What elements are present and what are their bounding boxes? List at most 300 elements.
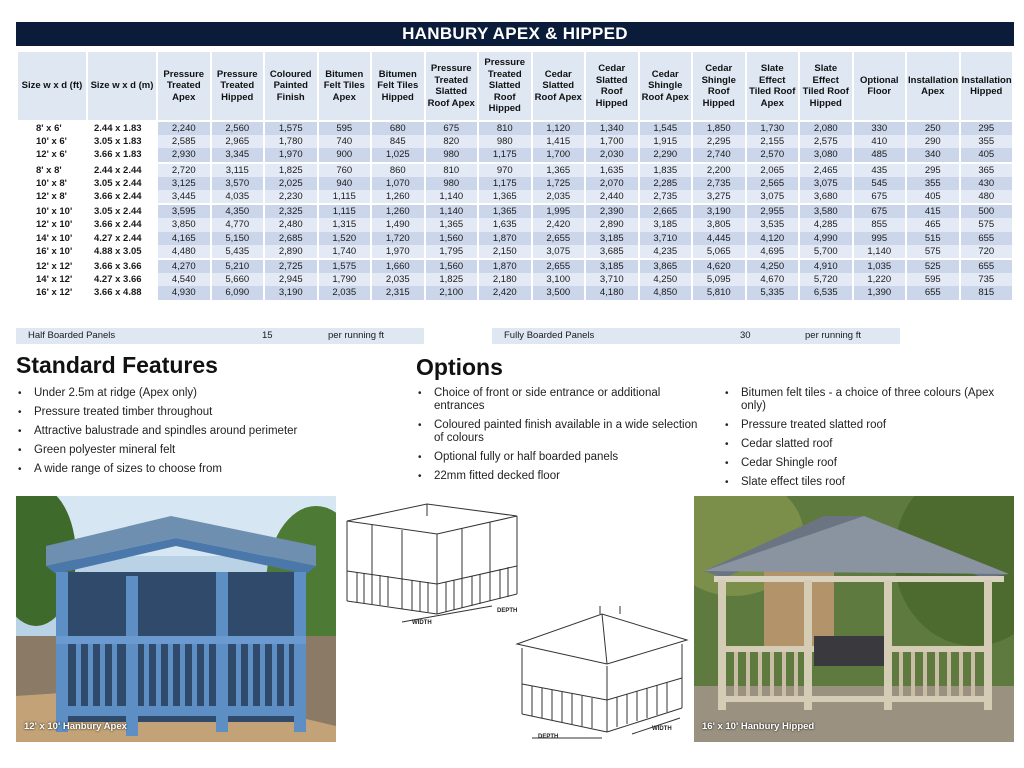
diagram-width-label-2: WIDTH <box>652 726 672 732</box>
price-cell: 3,685 <box>586 245 638 258</box>
price-cell: 365 <box>961 162 1013 177</box>
diagram-depth-label-1: DEPTH <box>497 608 518 614</box>
size-ft-cell: 12' x 6' <box>18 148 86 161</box>
price-cell: 655 <box>907 286 959 299</box>
price-cell: 1,365 <box>426 218 478 231</box>
price-cell: 1,660 <box>372 258 424 273</box>
price-cell: 680 <box>372 122 424 135</box>
price-cell: 2,230 <box>265 190 317 203</box>
list-item: • Green polyester mineral felt <box>16 444 376 457</box>
price-cell: 6,535 <box>800 286 852 299</box>
price-cell: 810 <box>426 162 478 177</box>
price-cell: 3,100 <box>533 273 585 286</box>
price-cell: 2,720 <box>158 162 210 177</box>
column-header: Slate Effect Tiled Roof Apex <box>747 52 799 122</box>
size-m-cell: 3.66 x 1.83 <box>88 148 156 161</box>
price-cell: 1,140 <box>426 190 478 203</box>
price-cell: 3,535 <box>747 218 799 231</box>
price-cell: 405 <box>961 148 1013 161</box>
price-cell: 675 <box>426 122 478 135</box>
price-cell: 1,115 <box>319 203 371 218</box>
price-cell: 980 <box>426 177 478 190</box>
column-header: Slate Effect Tiled Roof Hipped <box>800 52 852 122</box>
price-cell: 1,220 <box>854 273 906 286</box>
price-cell: 1,635 <box>479 218 531 231</box>
price-cell: 3,075 <box>747 190 799 203</box>
price-cell: 2,420 <box>479 286 531 299</box>
price-cell: 1,700 <box>533 148 585 161</box>
price-cell: 970 <box>479 162 531 177</box>
price-cell: 2,955 <box>747 203 799 218</box>
price-cell: 1,835 <box>640 162 692 177</box>
price-cell: 1,415 <box>533 135 585 148</box>
price-cell: 2,180 <box>479 273 531 286</box>
price-cell: 3,275 <box>693 190 745 203</box>
price-cell: 1,825 <box>426 273 478 286</box>
hipped-gazebo-illustration <box>694 496 1014 742</box>
column-header: Pressure Treated Slatted Roof Hipped <box>479 52 531 122</box>
price-cell: 2,035 <box>319 286 371 299</box>
list-item: • Optional fully or half boarded panels <box>416 451 706 464</box>
price-cell: 3,185 <box>640 218 692 231</box>
price-cell: 4,350 <box>212 203 264 218</box>
price-cell: 2,725 <box>265 258 317 273</box>
apex-gazebo-photo <box>16 496 336 742</box>
price-cell: 1,340 <box>586 122 638 135</box>
price-cell: 3,115 <box>212 162 264 177</box>
half-panels-unit: per running ft <box>328 330 384 341</box>
table-row <box>18 148 1012 161</box>
price-cell: 2,465 <box>800 162 852 177</box>
price-cell: 3,570 <box>212 177 264 190</box>
size-ft-cell: 8' x 6' <box>18 122 86 135</box>
price-cell: 4,670 <box>747 273 799 286</box>
half-panels-price: 15 <box>262 330 273 341</box>
price-cell: 1,825 <box>265 162 317 177</box>
column-header: Bitumen Felt Tiles Apex <box>319 52 371 122</box>
price-cell: 3,125 <box>158 177 210 190</box>
price-cell: 5,660 <box>212 273 264 286</box>
price-cell: 3,080 <box>800 148 852 161</box>
price-cell: 4,850 <box>640 286 692 299</box>
price-cell: 2,890 <box>265 245 317 258</box>
hipped-gazebo-diagram <box>512 604 692 742</box>
price-cell: 4,270 <box>158 258 210 273</box>
price-cell: 465 <box>907 218 959 231</box>
size-ft-cell: 14' x 12' <box>18 273 86 286</box>
price-cell: 1,025 <box>372 148 424 161</box>
full-panels-price: 30 <box>740 330 751 341</box>
price-cell: 1,175 <box>479 148 531 161</box>
price-cell: 500 <box>961 203 1013 218</box>
half-boarded-panels-row <box>16 328 424 344</box>
full-panels-label: Fully Boarded Panels <box>504 330 595 341</box>
size-m-cell: 3.66 x 2.44 <box>88 190 156 203</box>
size-m-cell: 3.66 x 4.88 <box>88 286 156 299</box>
price-cell: 1,315 <box>319 218 371 231</box>
price-cell: 1,575 <box>319 258 371 273</box>
price-cell: 4,480 <box>158 245 210 258</box>
price-cell: 3,190 <box>693 203 745 218</box>
price-cell: 2,035 <box>372 273 424 286</box>
price-cell: 3,190 <box>265 286 317 299</box>
price-cell: 1,365 <box>479 190 531 203</box>
page-title: HANBURY APEX & HIPPED <box>16 22 1014 46</box>
list-item: • 22mm fitted decked floor <box>416 470 706 483</box>
price-cell: 4,695 <box>747 245 799 258</box>
price-cell: 720 <box>961 245 1013 258</box>
price-cell: 815 <box>961 286 1013 299</box>
column-header: Size w x d (ft) <box>18 52 86 122</box>
table-row <box>18 273 1012 286</box>
list-item: • Under 2.5m at ridge (Apex only) <box>16 387 376 400</box>
table-row <box>18 245 1012 258</box>
price-cell: 1,560 <box>426 258 478 273</box>
size-m-cell: 2.44 x 1.83 <box>88 122 156 135</box>
price-table <box>16 52 1014 300</box>
price-cell: 1,520 <box>319 232 371 245</box>
table-row <box>18 286 1012 299</box>
price-cell: 405 <box>907 190 959 203</box>
size-m-cell: 4.88 x 3.05 <box>88 245 156 258</box>
table-row <box>18 135 1012 148</box>
price-cell: 5,210 <box>212 258 264 273</box>
price-cell: 545 <box>854 177 906 190</box>
price-cell: 655 <box>961 258 1013 273</box>
price-cell: 1,260 <box>372 203 424 218</box>
table-row <box>18 232 1012 245</box>
price-cell: 2,390 <box>586 203 638 218</box>
table-header-row <box>18 52 1012 122</box>
price-cell: 2,035 <box>533 190 585 203</box>
column-header: Cedar Shingle Roof Apex <box>640 52 692 122</box>
price-cell: 3,580 <box>800 203 852 218</box>
price-cell: 2,655 <box>533 258 585 273</box>
column-header: Bitumen Felt Tiles Hipped <box>372 52 424 122</box>
price-cell: 900 <box>319 148 371 161</box>
price-cell: 1,140 <box>854 245 906 258</box>
size-ft-cell: 8' x 8' <box>18 162 86 177</box>
size-m-cell: 3.66 x 3.66 <box>88 258 156 273</box>
table-row <box>18 258 1012 273</box>
price-cell: 5,095 <box>693 273 745 286</box>
column-header: Pressure Treated Apex <box>158 52 210 122</box>
price-cell: 2,080 <box>800 122 852 135</box>
price-cell: 2,570 <box>747 148 799 161</box>
column-header: Pressure Treated Slatted Roof Apex <box>426 52 478 122</box>
price-cell: 3,185 <box>586 258 638 273</box>
price-cell: 1,490 <box>372 218 424 231</box>
size-m-cell: 3.05 x 2.44 <box>88 177 156 190</box>
price-cell: 4,540 <box>158 273 210 286</box>
price-cell: 2,585 <box>158 135 210 148</box>
price-cell: 1,995 <box>533 203 585 218</box>
price-cell: 1,140 <box>426 203 478 218</box>
list-item: • Slate effect tiles roof <box>723 476 1013 489</box>
price-cell: 760 <box>319 162 371 177</box>
price-cell: 1,730 <box>747 122 799 135</box>
price-cell: 845 <box>372 135 424 148</box>
price-cell: 295 <box>907 162 959 177</box>
column-header: Optional Floor <box>854 52 906 122</box>
price-cell: 1,120 <box>533 122 585 135</box>
price-cell: 2,685 <box>265 232 317 245</box>
apex-photo-caption: 12' x 10' Hanbury Apex <box>24 721 127 732</box>
list-item: • Pressure treated slatted roof <box>723 419 1013 432</box>
price-cell: 675 <box>854 190 906 203</box>
price-cell: 2,200 <box>693 162 745 177</box>
size-ft-cell: 14' x 10' <box>18 232 86 245</box>
price-cell: 2,655 <box>533 232 585 245</box>
price-cell: 1,870 <box>479 232 531 245</box>
price-cell: 1,070 <box>372 177 424 190</box>
price-cell: 430 <box>961 177 1013 190</box>
size-ft-cell: 12' x 10' <box>18 218 86 231</box>
price-cell: 3,710 <box>640 232 692 245</box>
column-header: Cedar Slatted Roof Apex <box>533 52 585 122</box>
price-cell: 355 <box>907 177 959 190</box>
price-cell: 4,250 <box>640 273 692 286</box>
price-cell: 4,235 <box>640 245 692 258</box>
price-cell: 410 <box>854 135 906 148</box>
price-cell: 740 <box>319 135 371 148</box>
price-cell: 2,930 <box>158 148 210 161</box>
table-row <box>18 218 1012 231</box>
price-cell: 6,090 <box>212 286 264 299</box>
price-cell: 415 <box>907 203 959 218</box>
price-cell: 3,595 <box>158 203 210 218</box>
price-cell: 2,740 <box>693 148 745 161</box>
price-cell: 2,575 <box>800 135 852 148</box>
price-cell: 1,700 <box>586 135 638 148</box>
price-cell: 1,560 <box>426 232 478 245</box>
price-cell: 5,720 <box>800 273 852 286</box>
price-cell: 2,325 <box>265 203 317 218</box>
price-cell: 1,740 <box>319 245 371 258</box>
full-panels-unit: per running ft <box>805 330 861 341</box>
price-cell: 1,035 <box>854 258 906 273</box>
price-cell: 675 <box>854 203 906 218</box>
price-cell: 1,850 <box>693 122 745 135</box>
price-cell: 810 <box>479 122 531 135</box>
list-item: • Pressure treated timber throughout <box>16 406 376 419</box>
price-cell: 4,035 <box>212 190 264 203</box>
price-cell: 4,990 <box>800 232 852 245</box>
price-cell: 980 <box>426 148 478 161</box>
table-row <box>18 203 1012 218</box>
list-item: • Bitumen felt tiles - a choice of three colours (Apex only) <box>723 387 1013 413</box>
price-cell: 2,890 <box>586 218 638 231</box>
price-cell: 735 <box>961 273 1013 286</box>
price-cell: 2,290 <box>640 148 692 161</box>
column-header: Size w x d (m) <box>88 52 156 122</box>
price-cell: 4,930 <box>158 286 210 299</box>
price-cell: 2,735 <box>693 177 745 190</box>
price-cell: 5,435 <box>212 245 264 258</box>
price-cell: 5,150 <box>212 232 264 245</box>
price-cell: 295 <box>961 122 1013 135</box>
price-cell: 1,545 <box>640 122 692 135</box>
price-cell: 3,445 <box>158 190 210 203</box>
size-ft-cell: 12' x 8' <box>18 190 86 203</box>
price-cell: 4,620 <box>693 258 745 273</box>
size-ft-cell: 12' x 12' <box>18 258 86 273</box>
price-cell: 1,365 <box>533 162 585 177</box>
price-cell: 2,560 <box>212 122 264 135</box>
options-heading: Options <box>416 354 503 380</box>
standard-features-list <box>16 387 376 482</box>
list-item: • A wide range of sizes to choose from <box>16 463 376 476</box>
price-cell: 3,710 <box>586 273 638 286</box>
column-header: Coloured Painted Finish <box>265 52 317 122</box>
size-ft-cell: 10' x 6' <box>18 135 86 148</box>
price-cell: 2,420 <box>533 218 585 231</box>
price-cell: 820 <box>426 135 478 148</box>
hipped-photo-caption: 16' x 10' Hanbury Hipped <box>702 721 815 732</box>
price-cell: 355 <box>961 135 1013 148</box>
price-cell: 1,365 <box>479 203 531 218</box>
price-cell: 525 <box>907 258 959 273</box>
size-ft-cell: 10' x 8' <box>18 177 86 190</box>
price-cell: 2,315 <box>372 286 424 299</box>
price-cell: 2,100 <box>426 286 478 299</box>
price-cell: 2,965 <box>212 135 264 148</box>
price-cell: 3,185 <box>586 232 638 245</box>
table-row <box>18 177 1012 190</box>
size-ft-cell: 16' x 10' <box>18 245 86 258</box>
price-cell: 2,285 <box>640 177 692 190</box>
price-cell: 4,285 <box>800 218 852 231</box>
table-row <box>18 190 1012 203</box>
price-cell: 1,115 <box>319 190 371 203</box>
price-cell: 2,735 <box>640 190 692 203</box>
size-m-cell: 3.05 x 2.44 <box>88 203 156 218</box>
price-cell: 2,025 <box>265 177 317 190</box>
price-cell: 2,295 <box>693 135 745 148</box>
column-header: Cedar Shingle Roof Hipped <box>693 52 745 122</box>
price-cell: 2,070 <box>586 177 638 190</box>
price-cell: 1,870 <box>479 258 531 273</box>
list-item: • Cedar slatted roof <box>723 438 1013 451</box>
price-cell: 1,970 <box>372 245 424 258</box>
price-cell: 4,770 <box>212 218 264 231</box>
price-cell: 1,725 <box>533 177 585 190</box>
price-cell: 1,260 <box>372 190 424 203</box>
price-cell: 250 <box>907 122 959 135</box>
price-cell: 4,120 <box>747 232 799 245</box>
apex-gazebo-diagram <box>342 496 522 628</box>
price-cell: 435 <box>854 162 906 177</box>
price-cell: 575 <box>907 245 959 258</box>
price-cell: 980 <box>479 135 531 148</box>
price-cell: 595 <box>907 273 959 286</box>
price-cell: 2,480 <box>265 218 317 231</box>
price-cell: 3,075 <box>800 177 852 190</box>
price-cell: 3,075 <box>533 245 585 258</box>
price-cell: 2,440 <box>586 190 638 203</box>
price-cell: 1,635 <box>586 162 638 177</box>
size-ft-cell: 16' x 12' <box>18 286 86 299</box>
price-cell: 1,575 <box>265 122 317 135</box>
price-cell: 5,810 <box>693 286 745 299</box>
apex-gazebo-illustration <box>16 496 336 742</box>
table-body <box>18 122 1012 300</box>
price-cell: 3,680 <box>800 190 852 203</box>
size-m-cell: 4.27 x 2.44 <box>88 232 156 245</box>
size-m-cell: 4.27 x 3.66 <box>88 273 156 286</box>
price-cell: 860 <box>372 162 424 177</box>
size-ft-cell: 10' x 10' <box>18 203 86 218</box>
column-header: Installation Apex <box>907 52 959 122</box>
price-cell: 4,250 <box>747 258 799 273</box>
price-cell: 4,445 <box>693 232 745 245</box>
price-cell: 1,915 <box>640 135 692 148</box>
size-m-cell: 2.44 x 2.44 <box>88 162 156 177</box>
price-cell: 485 <box>854 148 906 161</box>
fully-boarded-panels-row <box>492 328 900 344</box>
price-cell: 5,335 <box>747 286 799 299</box>
diagram-depth-label-2: DEPTH <box>538 734 559 740</box>
hipped-gazebo-photo <box>694 496 1014 742</box>
list-item: • Choice of front or side entrance or additional entrances <box>416 387 706 413</box>
price-cell: 2,565 <box>747 177 799 190</box>
price-cell: 2,150 <box>479 245 531 258</box>
price-cell: 3,805 <box>693 218 745 231</box>
price-cell: 340 <box>907 148 959 161</box>
price-cell: 3,345 <box>212 148 264 161</box>
price-cell: 3,850 <box>158 218 210 231</box>
price-cell: 1,790 <box>319 273 371 286</box>
price-cell: 290 <box>907 135 959 148</box>
list-item: • Cedar Shingle roof <box>723 457 1013 470</box>
diagram-width-label-1: WIDTH <box>412 620 432 626</box>
list-item: • Attractive balustrade and spindles around perimeter <box>16 425 376 438</box>
column-header: Cedar Slatted Roof Hipped <box>586 52 638 122</box>
options-list-1 <box>416 387 706 489</box>
price-cell: 2,065 <box>747 162 799 177</box>
size-m-cell: 3.05 x 1.83 <box>88 135 156 148</box>
price-cell: 595 <box>319 122 371 135</box>
column-header: Installation Hipped <box>961 52 1013 122</box>
list-item: • Coloured painted finish available in a wide selection of colours <box>416 419 706 445</box>
price-cell: 1,795 <box>426 245 478 258</box>
price-cell: 940 <box>319 177 371 190</box>
price-cell: 2,030 <box>586 148 638 161</box>
half-panels-label: Half Boarded Panels <box>28 330 116 341</box>
price-cell: 330 <box>854 122 906 135</box>
options-list-2 <box>723 387 1013 495</box>
standard-features-heading: Standard Features <box>16 352 218 378</box>
price-cell: 1,175 <box>479 177 531 190</box>
price-cell: 4,165 <box>158 232 210 245</box>
price-cell: 1,720 <box>372 232 424 245</box>
price-cell: 515 <box>907 232 959 245</box>
price-cell: 4,910 <box>800 258 852 273</box>
table-row <box>18 162 1012 177</box>
size-m-cell: 3.66 x 2.44 <box>88 218 156 231</box>
price-cell: 480 <box>961 190 1013 203</box>
price-cell: 5,065 <box>693 245 745 258</box>
price-cell: 855 <box>854 218 906 231</box>
price-cell: 1,390 <box>854 286 906 299</box>
price-cell: 575 <box>961 218 1013 231</box>
price-cell: 2,240 <box>158 122 210 135</box>
price-cell: 4,180 <box>586 286 638 299</box>
column-header: Pressure Treated Hipped <box>212 52 264 122</box>
price-cell: 2,155 <box>747 135 799 148</box>
price-cell: 3,865 <box>640 258 692 273</box>
price-cell: 5,700 <box>800 245 852 258</box>
